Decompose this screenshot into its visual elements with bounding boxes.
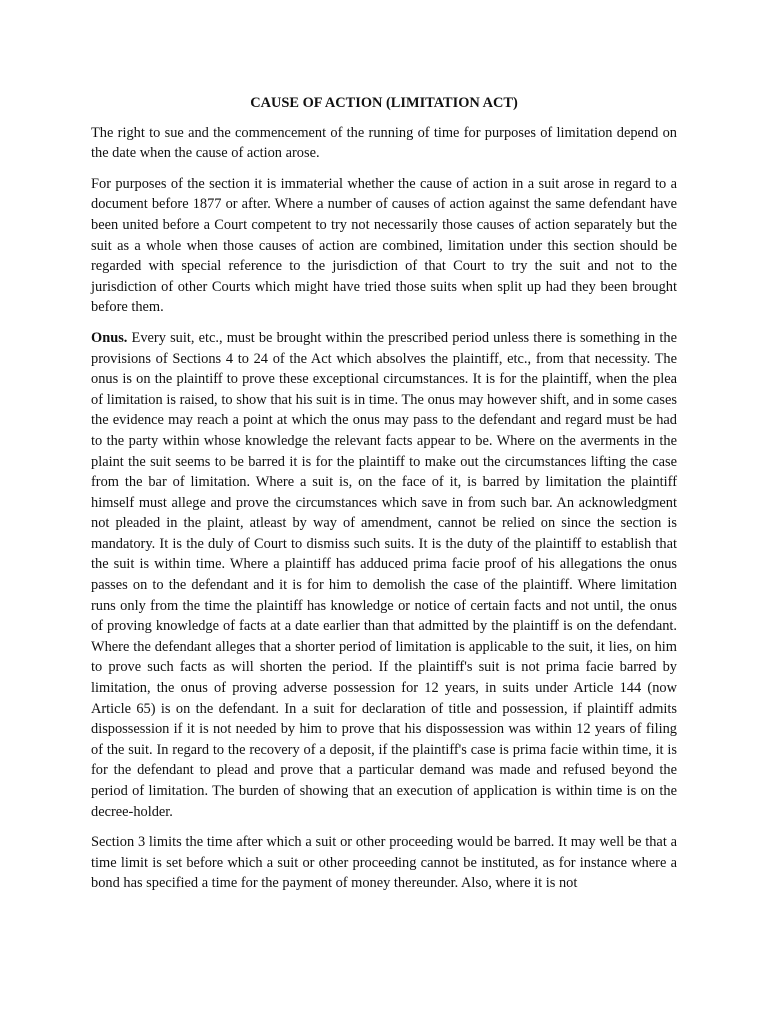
document-page (91, 93, 677, 904)
paragraph-text: Section 3 limits the time after which a suit or other proceeding would be barred. It may well be that a time limit is set before which a suit or other proceeding cannot be instituted, as for instance where a bond has specified a time for the payment of money thereunder. Also, where it is not (91, 834, 677, 892)
paragraph-lead-heading: Onus. (91, 329, 128, 346)
paragraph-section-3 (91, 832, 677, 894)
paragraph-right-to-sue (91, 123, 677, 164)
paragraph-text: Every suit, etc., must be brought within the prescribed period unless there is something in the provisions of Sections 4 to 24 of the Act which absolves the plaintiff, etc., from that necessity. The onus is on the plaintiff to prove these exceptional circumstances. It is for the plaintiff, when the plea of limitation is raised, to show that his suit is in time. The onus may however shift, and in some cases the evidence may reach a point at which the onus may pass to the defendant and regard must be had to the party within whose knowledge the relevant facts appear to be. Where on the averments in the plaint the suit seems to be barred it is for the plaintiff to make out the circumstances lifting the case from the bar of limitation. Where a suit is, on the face of it, is barred by limitation the plaintiff himself must allege and prove the circumstances which save in from such bar. An acknowledgment not pleaded in the plaint, atleast by way of amendment, cannot be relied on since the section is mandatory. It is the duly of Court to dismiss such suits. It is the duty of the plaintiff to establish that the suit is within time. Where a plaintiff has adduced prima facie proof of his allegations the onus passes on to the defendant and it is for him to demolish the case of the plaintiff. Where limitation runs only from the time the plaintiff has knowledge or notice of certain facts and not until, the onus of proving knowledge of facts at a date earlier than that admitted by the plaintiff is on the defendant. Where the defendant alleges that a shorter period of limitation is applicable to the suit, it lies, on him to prove such facts as will shorten the period. If the plaintiff's suit is not prima facie barred by limitation, the onus of proving adverse possession for 12 years, in suits under Article 144 (now Article 65) is on the defendant. In a suit for declaration of title and possession, if plaintiff admits dispossession if it is not needed by him to prove that his dispossession was within 12 years of filing of the suit. In regard to the recovery of a deposit, if the plaintiff's case is prima facie within time, it is for the defendant to plead and prove that a particular demand was made and refused beyond the period of limitation. The burden of showing that an execution of application is within time is on the decree-holder. (91, 329, 677, 820)
paragraph-immaterial (91, 174, 677, 318)
paragraph-text: For purposes of the section it is immaterial whether the cause of action in a suit arose in regard to a document before 1877 or after. Where a number of causes of action against the same defendant have been united before a Court competent to try not necessarily those causes of action separately but the suit as a whole when those causes of action are combined, limitation under this section should be regarded with special reference to the jurisdiction of that Court to try the suit and not to the jurisdiction of other Courts which might have tried those suits when split up had they been brought before them. (91, 175, 677, 316)
document-title: CAUSE OF ACTION (LIMITATION ACT) (250, 95, 518, 111)
paragraph-onus (91, 328, 677, 822)
paragraph-text: The right to sue and the commencement of the running of time for purposes of limitation depend on the date when the cause of action arose. (91, 124, 677, 162)
